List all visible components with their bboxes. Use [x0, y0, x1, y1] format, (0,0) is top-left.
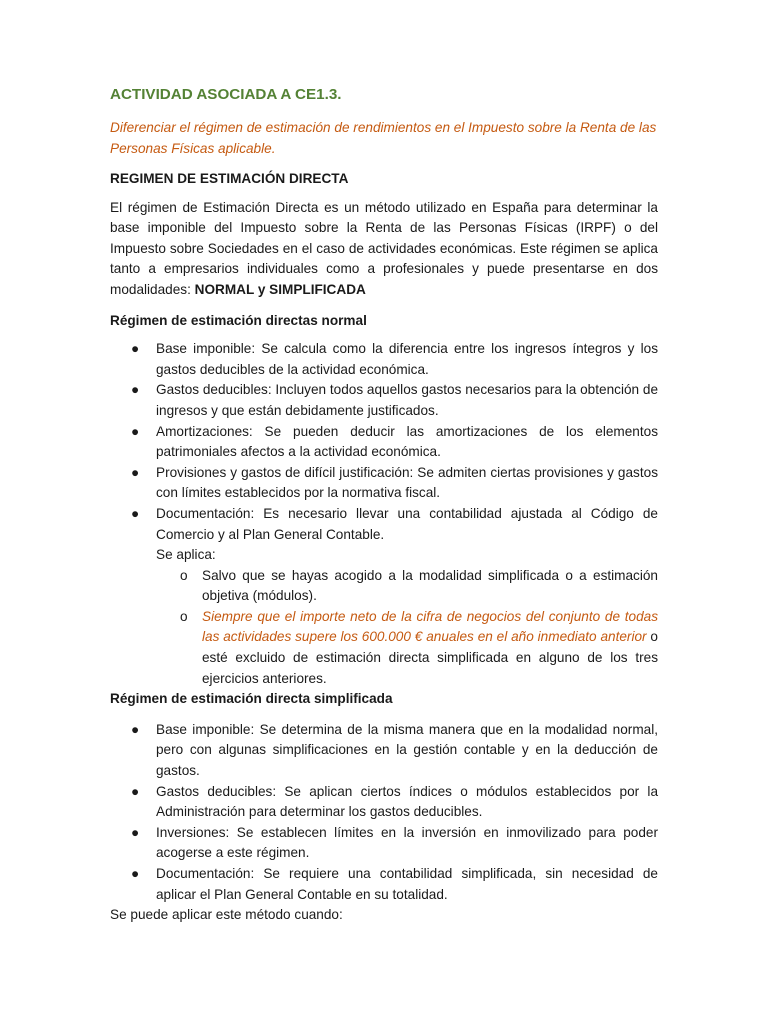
bullet-icon: ●	[131, 341, 140, 357]
bullet-icon: ●	[131, 505, 140, 521]
intro-bold-modalities: NORMAL y SIMPLIFICADA	[194, 281, 366, 297]
activity-heading: ACTIVIDAD ASOCIADA A CE1.3.	[110, 86, 342, 103]
se-aplica-label: Se aplica:	[156, 547, 216, 563]
list-item-text: Base imponible: Se calcula como la diferencia entre los ingresos íntegros y los gastos deducibles de la actividad económica.	[156, 341, 658, 377]
simplified-regime-list	[110, 720, 658, 905]
normal-regime-title: Régimen de estimación directas normal	[110, 312, 367, 328]
list-item-text: Documentación: Es necesario llevar una contabilidad ajustada al Código de Comercio y al Plan General Contable.	[156, 505, 658, 542]
list-item-text: Documentación: Se requiere una contabilidad simplificada, sin necesidad de aplicar el Plan General Contable en su totalidad.	[156, 866, 658, 902]
objective-text: Diferenciar el régimen de estimación de rendimientos en el Impuesto sobre la Renta de las Personas Físicas aplicable.	[110, 120, 657, 156]
section-title: REGIMEN DE ESTIMACIÓN DIRECTA	[110, 171, 349, 186]
bullet-icon: ●	[131, 783, 140, 799]
circle-bullet-icon: o	[180, 608, 188, 624]
bullet-icon: ●	[131, 464, 140, 480]
list-item	[110, 720, 658, 782]
intro-text: El régimen de Estimación Directa es un método utilizado en España para determinar la base imponible del Impuesto sobre la Renta de las Personas Físicas (IRPF) o del Impuesto sobre Sociedades en el caso de actividades económicas. Este régimen se aplica tanto a empresarios individuales como a profesionales y puede presentarse en dos modalidades:	[110, 199, 658, 297]
sub-list-item	[110, 607, 658, 689]
bullet-icon: ●	[131, 382, 140, 398]
sub-list-item	[110, 566, 658, 607]
bullet-icon: ●	[131, 866, 140, 881]
application-conditions-list	[110, 566, 658, 690]
circle-bullet-icon: o	[180, 567, 188, 583]
highlighted-threshold-text: Siempre que el importe neto de la cifra de negocios del conjunto de todas las actividades supere los 600.000 € anuales en el año inmediato anterior	[202, 608, 658, 645]
list-item	[110, 339, 658, 380]
simplified-regime-title: Régimen de estimación directa simplificada	[110, 691, 393, 707]
list-item-text: Gastos deducibles: Incluyen todos aquellos gastos necesarios para la obtención de ingresos y que están debidamente justificados.	[156, 382, 658, 418]
intro-paragraph	[110, 198, 658, 301]
sub-list-item-text: o esté excluido de estimación directa simplificada en alguno de los tres ejercicios anteriores.	[202, 629, 658, 686]
list-item	[110, 380, 658, 421]
list-item	[110, 463, 658, 504]
closing-text: Se puede aplicar este método cuando:	[110, 907, 343, 923]
list-item-text: Amortizaciones: Se pueden deducir las amortizaciones de los elementos patrimoniales afectos a la actividad económica.	[156, 423, 658, 460]
list-item	[110, 422, 658, 463]
bullet-icon: ●	[131, 423, 140, 439]
bullet-icon: ●	[131, 721, 140, 737]
list-item-text: Gastos deducibles: Se aplican ciertos índices o módulos establecidos por la Administración para determinar los gastos deducibles.	[156, 783, 658, 820]
list-item	[110, 504, 658, 545]
normal-regime-list	[110, 339, 658, 545]
list-item-text: Base imponible: Se determina de la misma manera que en la modalidad normal, pero con algunas simplificaciones en la gestión contable y en la deducción de gastos.	[156, 721, 658, 779]
list-item	[110, 823, 658, 864]
list-item-text: Provisiones y gastos de difícil justificación: Se admiten ciertas provisiones y gastos con límites establecidos por la normativa fiscal.	[156, 464, 658, 501]
document-page	[110, 84, 658, 926]
sub-list-item-text: Salvo que se hayas acogido a la modalidad simplificada o a estimación objetiva (módulos).	[202, 567, 658, 604]
bullet-icon: ●	[131, 824, 140, 840]
list-item	[110, 782, 658, 823]
list-item-text: Inversiones: Se establecen límites en la inversión en inmovilizado para poder acogerse a este régimen.	[156, 824, 658, 861]
list-item	[110, 864, 658, 905]
